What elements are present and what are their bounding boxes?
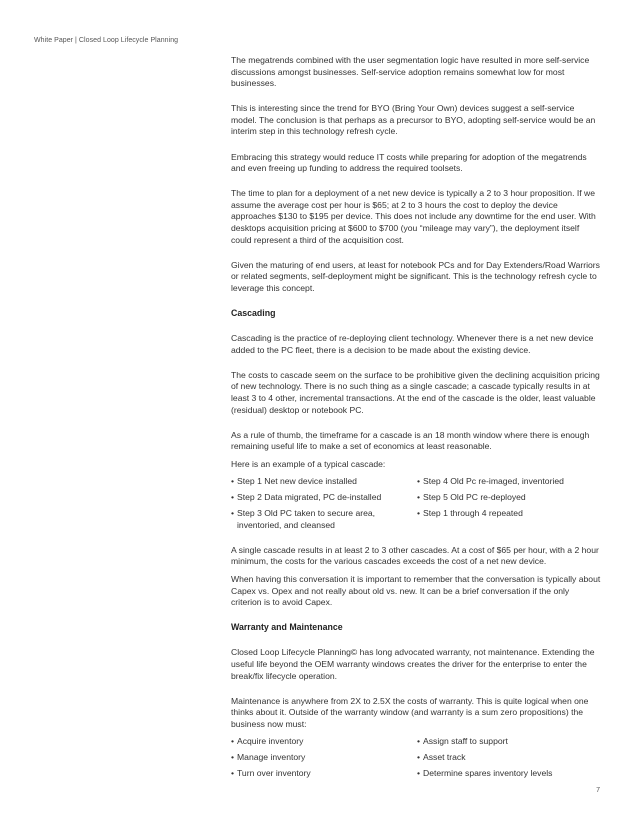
paragraph: As a rule of thumb, the timeframe for a cascade is an 18 month window where there is enough remaining useful life to make a set of economics at least reasonable. — [231, 429, 590, 452]
paragraph: Closed Loop Lifecycle Planning© has long advocated warranty, not maintenance. Extending the useful life beyond the OEM warranty windows creates the driver for the enterprise to enter the break/fix lifecycle operation. — [231, 647, 595, 681]
page-number: 7 — [596, 787, 600, 794]
section-heading-warranty: Warranty and Maintenance — [231, 622, 343, 633]
business-must-list — [231, 736, 601, 780]
list-item: • Manage inventory — [231, 752, 306, 763]
list-item: • Step 2 Data migrated, PC de-installed — [231, 492, 382, 503]
main-text-column — [231, 55, 601, 780]
paragraph: The costs to cascade seem on the surface to be prohibitive given the declining acquisition pricing of new technology. There is no such thing as a single cascade; a cascade typically results in at least 3 to 4 other, incremental transactions. At the end of the cascade is the older, least valuable (residual) desktop or notebook PC. — [231, 369, 600, 415]
paragraph: Here is an example of a typical cascade: — [231, 458, 386, 469]
paragraph: The time to plan for a deployment of a net new device is typically a 2 to 3 hour proposition. If we assume the average cost per hour is $65; at 2 to 3 hours the cost to deploy the device approaches $130 to $195 per device. This does not include any downtime for the end user. With desktops acquisition pricing at $600 to $700 (you “mileage may vary”), the deployment itself could represent a third of the acquisition cost. — [231, 188, 596, 245]
list-item: • Turn over inventory — [231, 768, 311, 779]
running-header: White Paper | Closed Loop Lifecycle Planning — [34, 37, 179, 44]
list-item: • Step 1 Net new device installed — [231, 475, 357, 486]
paragraph: Maintenance is anywhere from 2X to 2.5X the costs of warranty. This is quite logical when one thinks about it. Outside of the warranty window (and warranty is a sum zero propositions) the business now must: — [231, 695, 589, 729]
list-item: • Determine spares inventory levels — [417, 768, 553, 779]
list-item: • Step 3 Old PC taken to secure area, inventoried, and cleansed — [231, 508, 376, 530]
paragraph: Embracing this strategy would reduce IT costs while preparing for adoption of the megatrends and even freeing up funding to address the required toolsets. — [231, 151, 587, 174]
paragraph: A single cascade results in at least 2 to 3 other cascades. At a cost of $65 per hour, with a 2 hour minimum, the costs for the various cascades exceeds the cost of a net new device. — [231, 544, 599, 567]
paragraph: When having this conversation it is important to remember that the conversation is typically about Capex vs. Opex and not really about old vs. new. It can be a brief conversation if the only criterion is to avoid Capex. — [231, 574, 601, 608]
list-item: • Step 5 Old PC re-deployed — [417, 492, 526, 503]
list-item: • Assign staff to support — [417, 735, 508, 746]
list-item: • Acquire inventory — [231, 735, 304, 746]
list-item: • Step 4 Old Pc re-imaged, inventoried — [417, 475, 564, 486]
list-item: • Step 1 through 4 repeated — [417, 508, 523, 519]
cascade-steps-list — [231, 476, 601, 531]
list-item: • Asset track — [417, 752, 466, 763]
section-heading-cascading: Cascading — [231, 308, 276, 318]
paragraph: Given the maturing of end users, at least for notebook PCs and for Day Extenders/Road Warriors or related segments, self-deployment might be significant. This is the technology refresh cycle to leverage this concept. — [231, 259, 600, 293]
paragraph: The megatrends combined with the user segmentation logic have resulted in more self-service discussions amongst businesses. Self-service adoption remains somewhat low for most businesses. — [231, 55, 590, 89]
paragraph: Cascading is the practice of re-deploying client technology. Whenever there is a net new device added to the PC fleet, there is a decision to be made about the existing device. — [231, 333, 594, 355]
paragraph: This is interesting since the trend for BYO (Bring Your Own) devices suggest a self-service model. The conclusion is that perhaps as a precursor to BYO, adopting self-service would be an interim step in this technology refresh cycle. — [231, 103, 596, 137]
